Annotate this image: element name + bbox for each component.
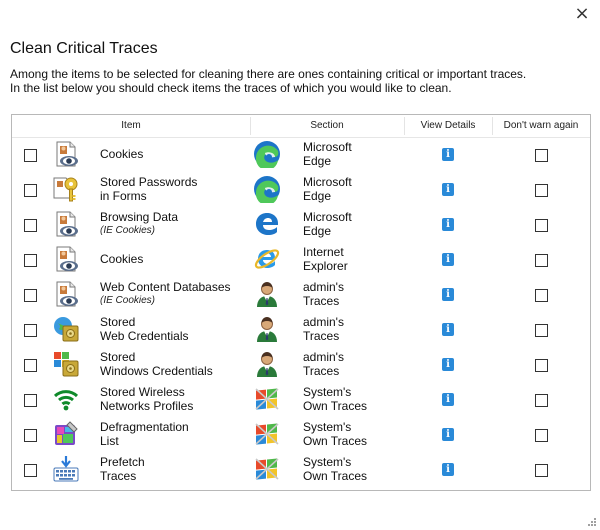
item-sublabel: (IE Cookies) [100,225,156,236]
item-label-line-1: Prefetch [100,455,145,469]
section-label-line-2: Own Traces [303,399,368,413]
view-details-info-icon[interactable]: i [442,463,454,476]
item-label-line-2: List [100,434,119,448]
dont-warn-again-checkbox[interactable] [535,464,548,477]
row-select-checkbox[interactable] [24,219,37,232]
view-details-info-icon[interactable]: i [442,148,454,161]
section-label-line-1: Internet [303,245,344,259]
row-select-checkbox[interactable] [24,394,37,407]
dont-warn-again-checkbox[interactable] [535,184,548,197]
edge-legacy-icon [253,210,281,238]
section-label-line-1: admin's [303,280,344,294]
section-label [303,140,352,168]
view-details-info-icon[interactable]: i [442,218,454,231]
windows-system-icon [253,455,281,483]
item-label [100,147,143,161]
item-label-line-1: Stored Wireless [100,385,185,399]
user-icon [253,280,281,308]
internet-explorer-icon [253,245,281,273]
section-label [303,455,367,483]
item-label-line-2: Windows Credentials [100,364,213,378]
item-sublabel: (IE Cookies) [100,295,156,306]
user-icon [253,350,281,378]
item-label-line-1: Stored [100,315,136,329]
item-label [100,420,189,448]
section-label-line-2: Edge [303,224,332,238]
section-label-line-1: System's [303,420,352,434]
section-label-line-1: System's [303,385,352,399]
close-button[interactable]: × [574,3,590,24]
table-row[interactable] [12,277,590,312]
table-row[interactable] [12,382,590,417]
defrag-icon [52,420,80,448]
wifi-icon [52,385,80,413]
section-label-line-1: admin's [303,350,344,364]
section-label [303,315,344,343]
item-label [100,210,178,238]
section-label-line-1: Microsoft [303,210,352,224]
row-select-checkbox[interactable] [24,184,37,197]
windows-safe-icon [52,350,80,378]
dont-warn-again-checkbox[interactable] [535,324,548,337]
view-details-info-icon[interactable]: i [442,428,454,441]
dont-warn-again-checkbox[interactable] [535,359,548,372]
section-label-line-1: Microsoft [303,140,352,154]
edge-chromium-icon [253,175,281,203]
table-row[interactable] [12,347,590,382]
table-row[interactable] [12,172,590,207]
document-eye-icon [52,210,80,238]
prefetch-keyboard-icon [52,455,80,483]
item-label [100,350,213,378]
item-label-line-1: Cookies [100,252,144,266]
view-details-info-icon[interactable]: i [442,183,454,196]
item-label-line-1: Stored Passwords [100,175,198,189]
view-details-info-icon[interactable]: i [442,323,454,336]
section-label [303,280,344,308]
dont-warn-again-checkbox[interactable] [535,254,548,267]
view-details-info-icon[interactable]: i [442,393,454,406]
document-eye-icon [52,140,80,168]
section-label-line-2: Explorer [303,259,348,273]
row-select-checkbox[interactable] [24,324,37,337]
table-row[interactable] [12,242,590,277]
row-select-checkbox[interactable] [24,359,37,372]
dont-warn-again-checkbox[interactable] [535,149,548,162]
table-row[interactable] [12,207,590,242]
section-label [303,245,348,273]
list-header [12,115,590,138]
table-row[interactable] [12,417,590,452]
dont-warn-again-checkbox[interactable] [535,429,548,442]
column-header-dont-warn-again[interactable]: Don't warn again [503,120,579,131]
item-label [100,315,189,343]
column-header-section[interactable]: Section [310,120,344,131]
key-icon [52,175,80,203]
section-label-line-2: Edge [303,154,332,168]
dialog-title: Clean Critical Traces [10,40,158,57]
dont-warn-again-checkbox[interactable] [535,289,548,302]
section-label [303,385,367,413]
section-label-line-2: Traces [303,329,340,343]
section-label [303,175,352,203]
item-label-line-1: Web Content Databases [100,280,231,294]
section-label-line-2: Traces [303,294,340,308]
row-select-checkbox[interactable] [24,464,37,477]
table-row[interactable] [12,137,590,172]
item-label [100,175,197,203]
globe-safe-icon [52,315,80,343]
view-details-info-icon[interactable]: i [442,288,454,301]
item-label-line-1: Cookies [100,147,144,161]
document-eye-icon [52,280,80,308]
row-select-checkbox[interactable] [24,289,37,302]
item-label-line-2: Traces [100,469,137,483]
row-select-checkbox[interactable] [24,254,37,267]
dont-warn-again-checkbox[interactable] [535,219,548,232]
description-line-1: Among the items to be selected for cleaning there are ones containing critical or important traces. [10,67,527,81]
dialog-description [10,67,595,95]
windows-system-icon [253,420,281,448]
section-label [303,350,344,378]
item-label-line-1: Stored [100,350,136,364]
resize-grip-icon[interactable] [587,517,597,527]
table-row[interactable] [12,452,590,487]
section-label-line-1: Microsoft [303,175,352,189]
item-label [100,385,193,413]
view-details-info-icon[interactable]: i [442,253,454,266]
traces-list [11,114,591,491]
item-label [100,280,231,308]
description-line-2: In the list below you should check items the traces of which you would like to clean. [10,81,452,95]
edge-chromium-icon [253,140,281,168]
column-header-view-details[interactable]: View Details [420,120,476,131]
item-label-line-1: Browsing Data [100,210,179,224]
item-label [100,252,143,266]
windows-system-icon [253,385,281,413]
item-label-line-2: Web Credentials [100,329,189,343]
item-label-line-2: Networks Profiles [100,399,194,413]
dont-warn-again-checkbox[interactable] [535,394,548,407]
table-row[interactable] [12,312,590,347]
item-label-line-1: Defragmentation [100,420,189,434]
view-details-info-icon[interactable]: i [442,358,454,371]
row-select-checkbox[interactable] [24,149,37,162]
document-eye-icon [52,245,80,273]
section-label-line-2: Traces [303,364,340,378]
section-label [303,210,352,238]
section-label-line-1: admin's [303,315,344,329]
section-label [303,420,367,448]
user-icon [253,315,281,343]
section-label-line-2: Edge [303,189,332,203]
section-label-line-2: Own Traces [303,434,368,448]
section-label-line-1: System's [303,455,352,469]
column-header-item[interactable]: Item [121,120,141,131]
item-label-line-2: in Forms [100,189,147,203]
section-label-line-2: Own Traces [303,469,368,483]
item-label [100,455,145,483]
row-select-checkbox[interactable] [24,429,37,442]
